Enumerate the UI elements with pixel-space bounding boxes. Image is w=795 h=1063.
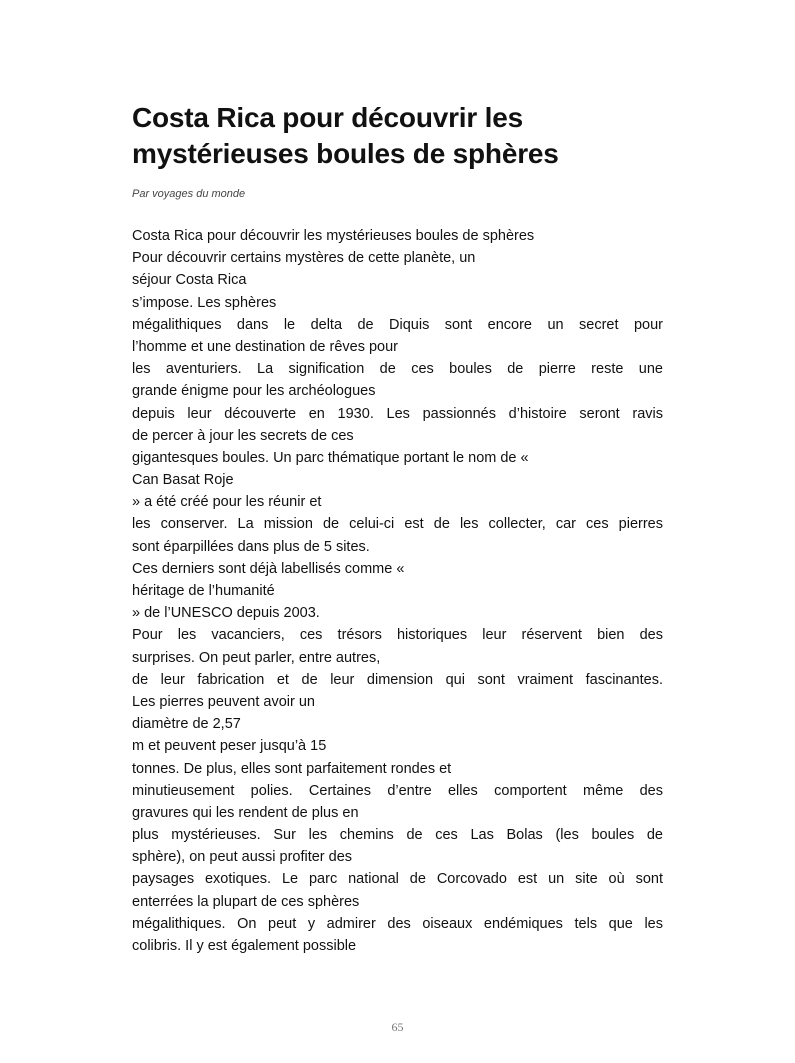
body-line: tonnes. De plus, elles sont parfaitement rondes et bbox=[132, 760, 452, 777]
body-line: s’impose. Les sphères bbox=[132, 294, 277, 311]
body-line: minutieusement polies. Certaines d’entre elles comportent même des bbox=[132, 782, 663, 799]
body-line: l’homme et une destination de rêves pour bbox=[132, 338, 398, 355]
body-line: Costa Rica pour découvrir les mystérieuses boules de sphères bbox=[132, 228, 535, 244]
body-line: les conserver. La mission de celui-ci est de les collecter, car ces pierres bbox=[132, 516, 663, 533]
body-line: depuis leur découverte en 1930. Les passionnés d’histoire seront ravis bbox=[132, 405, 663, 422]
body-line: gigantesques boules. Un parc thématique portant le nom de « bbox=[132, 449, 529, 466]
body-line: mégalithiques dans le delta de Diquis sont encore un secret pour bbox=[132, 316, 663, 333]
body-line: de percer à jour les secrets de ces bbox=[132, 427, 354, 444]
article-body bbox=[132, 225, 663, 957]
page-title bbox=[132, 100, 672, 172]
body-line: Ces derniers sont déjà labellisés comme « bbox=[132, 560, 405, 577]
page-title-line-2: mystérieuses boules de sphères bbox=[132, 138, 559, 169]
body-line: m et peuvent peser jusqu’à 15 bbox=[132, 738, 327, 755]
page-title-line-1: Costa Rica pour découvrir les bbox=[132, 102, 523, 133]
body-line: les aventuriers. La signification de ces boules de pierre reste une bbox=[132, 361, 663, 378]
body-line: enterrées la plupart de ces sphères bbox=[132, 893, 360, 910]
byline: Par voyages du monde bbox=[132, 188, 246, 200]
body-line: héritage de l’humanité bbox=[132, 583, 275, 599]
body-line: mégalithiques. On peut y admirer des oiseaux endémiques tels que les bbox=[132, 915, 663, 932]
body-line: colibris. Il y est également possible bbox=[132, 938, 357, 954]
body-line: sont éparpillées dans plus de 5 sites. bbox=[132, 538, 370, 555]
body-line: » a été créé pour les réunir et bbox=[132, 494, 322, 511]
body-line: paysages exotiques. Le parc national de Corcovado est un site où sont bbox=[132, 871, 663, 888]
body-line: de leur fabrication et de leur dimension qui sont vraiment fascinantes. bbox=[132, 671, 663, 688]
page-number: 65 bbox=[391, 1020, 404, 1034]
body-line: diamètre de 2,57 bbox=[132, 716, 241, 733]
body-line: Can Basat Roje bbox=[132, 472, 234, 489]
body-line: séjour Costa Rica bbox=[132, 272, 247, 289]
body-line: surprises. On peut parler, entre autres, bbox=[132, 649, 381, 666]
body-line: plus mystérieuses. Sur les chemins de ces Las Bolas (les boules de bbox=[132, 827, 663, 844]
body-line: Les pierres peuvent avoir un bbox=[132, 693, 315, 710]
body-line: Pour découvrir certains mystères de cette planète, un bbox=[132, 250, 476, 267]
body-line: gravures qui les rendent de plus en bbox=[132, 804, 359, 821]
body-line: Pour les vacanciers, ces trésors historiques leur réservent bien des bbox=[132, 627, 663, 644]
body-line: sphère), on peut aussi profiter des bbox=[132, 849, 353, 866]
body-line: grande énigme pour les archéologues bbox=[132, 383, 376, 400]
body-line: » de l’UNESCO depuis 2003. bbox=[132, 605, 320, 622]
